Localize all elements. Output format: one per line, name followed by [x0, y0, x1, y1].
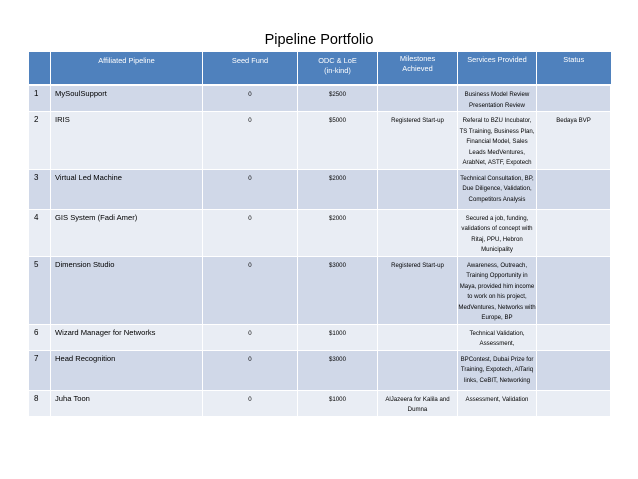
- row-services: Technical Validation, Assessment,: [458, 324, 537, 350]
- row-number: 4: [29, 209, 51, 256]
- row-status: [537, 209, 611, 256]
- row-odc-loe: $1000: [298, 324, 378, 350]
- header-milestones: Milestones Achieved: [378, 52, 458, 85]
- row-status: [537, 350, 611, 390]
- row-odc-loe: $5000: [298, 112, 378, 170]
- row-seed-fund: 0: [203, 390, 298, 416]
- table-row: [29, 256, 611, 324]
- header-services: Services Provided: [458, 52, 537, 85]
- row-milestones: Registered Start-up: [378, 256, 458, 324]
- row-odc-loe: $2500: [298, 85, 378, 112]
- row-services: Secured a job, funding, validations of concept with Ritaj, PPU, Hebron Municipality: [458, 209, 537, 256]
- row-milestones: [378, 209, 458, 256]
- page-title: Pipeline Portfolio: [264, 32, 374, 48]
- row-seed-fund: 0: [203, 169, 298, 209]
- row-pipeline-name: Head Recognition: [51, 350, 203, 390]
- row-number: 7: [29, 350, 51, 390]
- row-seed-fund: 0: [203, 256, 298, 324]
- row-milestones: [378, 350, 458, 390]
- row-number: 1: [29, 85, 51, 112]
- row-services: Awareness, Outreach, Training Opportunity in Maya, provided him income to work on his project, MedVentures, Networks with Europe, BP: [458, 256, 537, 324]
- row-services: Technical Consultation, BP, Due Diligence, Validation, Competitors Analysis: [458, 169, 537, 209]
- row-status: [537, 324, 611, 350]
- row-number: 6: [29, 324, 51, 350]
- row-pipeline-name: Dimension Studio: [51, 256, 203, 324]
- table-header-row: [29, 52, 611, 85]
- row-milestones: AlJazeera for Kalila and Dumna: [378, 390, 458, 416]
- pipeline-table: [28, 52, 611, 417]
- row-pipeline-name: Wizard Manager for Networks: [51, 324, 203, 350]
- row-milestones: [378, 324, 458, 350]
- row-seed-fund: 0: [203, 324, 298, 350]
- row-number: 2: [29, 112, 51, 170]
- row-pipeline-name: IRIS: [51, 112, 203, 170]
- row-milestones: [378, 85, 458, 112]
- row-services: Business Model Review Presentation Review: [458, 85, 537, 112]
- row-services: Referal to BZU Incubator, TS Training, Business Plan, Financial Model, Sales Leads MedVentures, ArabNet, ASTF, Expotech: [458, 112, 537, 170]
- row-seed-fund: 0: [203, 209, 298, 256]
- row-seed-fund: 0: [203, 85, 298, 112]
- row-status: [537, 169, 611, 209]
- row-odc-loe: $2000: [298, 169, 378, 209]
- row-status: [537, 85, 611, 112]
- row-seed-fund: 0: [203, 112, 298, 170]
- row-milestones: Registered Start-up: [378, 112, 458, 170]
- header-seed-fund: Seed Fund: [203, 52, 298, 85]
- row-status: [537, 256, 611, 324]
- table-row: [29, 324, 611, 350]
- row-pipeline-name: Virtual Led Machine: [51, 169, 203, 209]
- row-odc-loe: $3000: [298, 350, 378, 390]
- row-number: 5: [29, 256, 51, 324]
- table-row: [29, 350, 611, 390]
- table-row: [29, 85, 611, 112]
- row-status: [537, 390, 611, 416]
- table-row: [29, 209, 611, 256]
- row-seed-fund: 0: [203, 350, 298, 390]
- header-affiliated-pipeline: Affiliated Pipeline: [51, 52, 203, 85]
- row-services: Assessment, Validation: [458, 390, 537, 416]
- row-odc-loe: $1000: [298, 390, 378, 416]
- table-row: [29, 390, 611, 416]
- row-number: 8: [29, 390, 51, 416]
- row-pipeline-name: MySoulSupport: [51, 85, 203, 112]
- table-row: [29, 169, 611, 209]
- row-number: 3: [29, 169, 51, 209]
- header-status: Status: [537, 52, 611, 85]
- header-odc-loe: ODC & LoE (in-kind): [298, 52, 378, 85]
- row-odc-loe: $3000: [298, 256, 378, 324]
- table-row: [29, 112, 611, 170]
- row-status: Bedaya BVP: [537, 112, 611, 170]
- row-pipeline-name: GIS System (Fadi Amer): [51, 209, 203, 256]
- row-pipeline-name: Juha Toon: [51, 390, 203, 416]
- row-odc-loe: $2000: [298, 209, 378, 256]
- row-services: BPContest, Dubai Prize for Training, Expotech, AlTariq links, CeBIT, Networking: [458, 350, 537, 390]
- row-milestones: [378, 169, 458, 209]
- header-number: [29, 52, 51, 85]
